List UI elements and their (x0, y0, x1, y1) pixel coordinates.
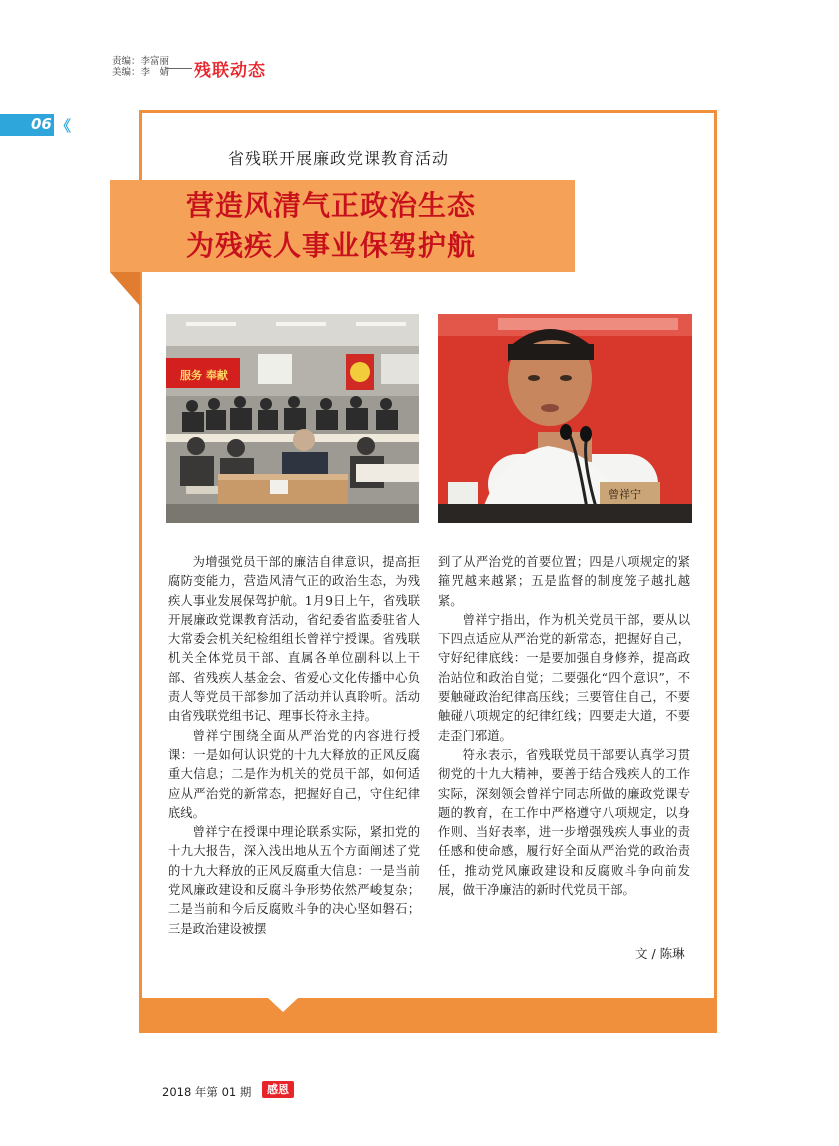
headline-line-2: 为残疾人事业保驾护航 (186, 229, 477, 262)
meeting-banner-text: 服务 奉献 (180, 369, 228, 382)
banner-fold (110, 272, 140, 306)
editor-credits (112, 56, 169, 78)
meeting-photo (166, 314, 419, 523)
section-title: 残联动态 (194, 61, 266, 81)
issue-number: 2018 年第 01 期 (162, 1085, 252, 1099)
frame-footer-bar (140, 998, 716, 1033)
author-byline: 文 / 陈琳 (635, 946, 685, 961)
paragraph: 曾祥宁在授课中理论联系实际，紧扣党的十九大报告，深入浅出地从五个方面阐述了党的十九大释放的正风反腐重大信息：一是当前党风廉政建设和反腐斗争形势依然严峻复杂；二是当前和今后反腐败斗争的决心坚如磐石；三是政治建设被摆 (168, 825, 420, 936)
magazine-logo: 感恩 (262, 1081, 294, 1098)
article-body-right (438, 553, 690, 900)
headline-line-1: 营造风清气正政治生态 (186, 189, 477, 222)
speaker-photo-illustration (438, 314, 692, 523)
editor-line: 责编：李富丽 (112, 56, 170, 67)
frame-footer-notch (268, 998, 298, 1012)
page-number: 06 (31, 115, 52, 133)
designer-line: 美编：李 婧 (112, 67, 170, 78)
paragraph-continuation: 到了从严治党的首要位置；四是八项规定的紧箍咒越来越紧；五是监督的制度笼子越扎越紧。 (438, 555, 690, 608)
paragraph: 为增强党员干部的廉洁自律意识，提高拒腐防变能力，营造风清气正的政治生态，为残疾人事业发展保驾护航。1月9日上午，省残联开展廉政党课教育活动，省纪委省监委驻省人大常委会机关纪检组组长曾祥宁授课。省残联机关全体党员干部、直属各单位副科以上干部、省残疾人基金会、省爱心文化传播中心负责人等党员干部参加了活动并认真聆听。活动由省残联党组书记、理事长符永主持。 (168, 555, 420, 724)
article-kicker: 省残联开展廉政党课教育活动 (228, 149, 450, 168)
section-rule (166, 68, 192, 69)
meeting-photo-illustration (166, 314, 419, 523)
article-body-left (168, 553, 420, 939)
paragraph: 曾祥宁指出，作为机关党员干部，要从以下四点适应从严治党的新常态，把握好自己，守好纪律底线：一是要加强自身修养，提高政治站位和政治自觉；二要强化“四个意识”，不要触碰政治纪律高压线；三要管住自己，不要触碰八项规定的纪律红线；四要走大道，不要走歪门邪道。 (438, 612, 690, 743)
paragraph: 符永表示，省残联党员干部要认真学习贯彻党的十九大精神，要善于结合残疾人的工作实际，深刻领会曾祥宁同志所做的廉政党课专题的教育，在工作中严格遵守八项规定，以身作则、当好表率，进一步增强残疾人事业的责任感和使命感，履行好全面从严治党的政治责任，推动党风廉政建设和反腐败斗争向前发展，做干净廉洁的新时代党员干部。 (438, 747, 690, 898)
speaker-nameplate: 曾祥宁 (608, 488, 641, 501)
page-arrow-icon: 《 (56, 117, 72, 135)
speaker-photo (438, 314, 692, 523)
paragraph: 曾祥宁围绕全面从严治党的内容进行授课：一是如何认识党的十九大释放的正风反腐重大信息；二是作为机关的党员干部，如何适应从严治党的新常态，把握好自己，守住纪律底线。 (168, 728, 420, 820)
article-headline (186, 186, 476, 266)
